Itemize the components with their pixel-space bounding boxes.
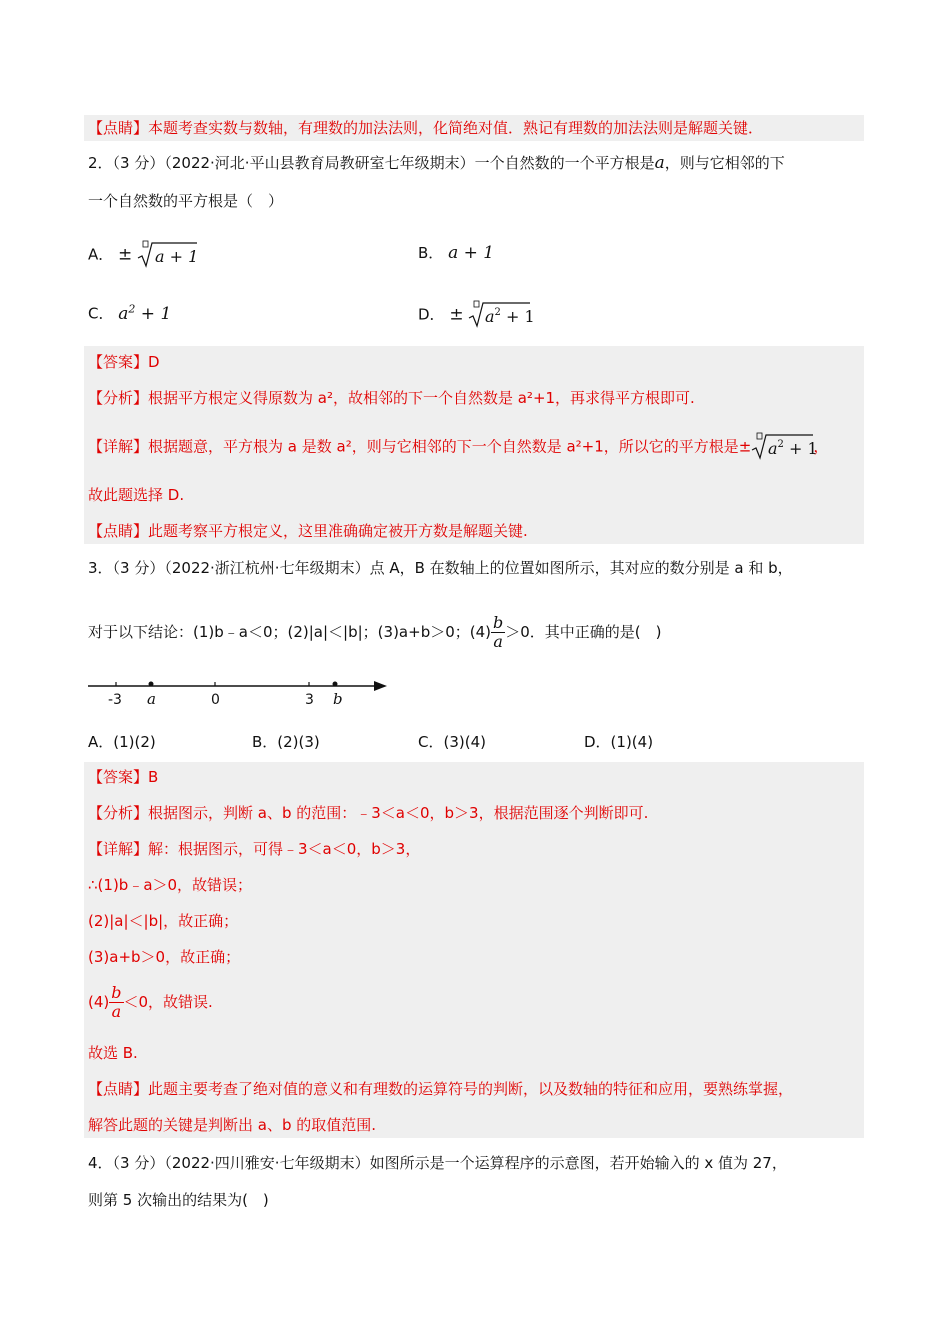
- q2-stem-a: 2．（3 分）（2022·河北·平山县教育局教研室七年级期末）一个自然数的一个平方根是: [88, 154, 655, 172]
- q2-option-d-rad-tail: + 1: [501, 307, 536, 326]
- q3-step3: (3)a+b＞0，故正确；: [88, 948, 241, 966]
- q2-option-a-radical: [137, 240, 197, 270]
- q2-option-a-radicand: a + 1: [155, 247, 199, 266]
- q2-detail-end: ，: [813, 437, 829, 456]
- q3-step1: ∴(1)b﹣a＞0，故错误；: [88, 876, 253, 894]
- q2-option-c-tail: + 1: [135, 303, 172, 324]
- q2-detail-text: 【详解】根据题意，平方根为 a 是数 a²，则与它相邻的下一个自然数是 a²+1，所以它的平方根是: [88, 437, 739, 456]
- q3-step4: [88, 982, 213, 1022]
- q3-option-b[interactable]: B．(2)(3): [252, 733, 320, 751]
- q2-option-b[interactable]: [418, 242, 494, 263]
- q2-detail-line2: 故此题选择 D.: [88, 486, 185, 504]
- q3-option-a[interactable]: A．(1)(2): [88, 733, 156, 751]
- q2-dianjing: 【点睛】此题考察平方根定义，这里准确确定被开方数是解题关键.: [88, 522, 528, 540]
- q2-stem-var: a: [654, 153, 665, 173]
- q3-answer: 【答案】B: [88, 768, 159, 786]
- point-a: [149, 682, 154, 687]
- number-line-arrow: [374, 681, 387, 691]
- q3-step4-fraction: [109, 984, 123, 1021]
- svg-text:a2 + 1: [485, 307, 535, 326]
- q3-step4-num: b: [111, 983, 122, 1002]
- q3-stem-line2: [88, 612, 662, 652]
- q3-analysis: 【分析】根据图示，判断 a、b 的范围：﹣3＜a＜0，b＞3，根据范围逐个判断即可.: [88, 804, 649, 822]
- q3-detail: 【详解】解：根据图示，可得﹣3＜a＜0，b＞3，: [88, 840, 421, 858]
- q2-stem-line1: [88, 152, 785, 174]
- tick-label-neg3: -3: [108, 692, 122, 708]
- q2-analysis: 【分析】根据平方根定义得原数为 a²，故相邻的下一个自然数是 a²+1，再求得平方根即可.: [88, 389, 695, 407]
- q2-option-b-label: B．: [418, 244, 444, 262]
- q3-frac-den: a: [493, 632, 503, 651]
- q3-stem-fraction: [491, 614, 505, 651]
- q2-option-a-label: A．: [88, 245, 114, 264]
- q2-option-c-expr: [118, 304, 171, 324]
- q2-detail-line1: [88, 432, 828, 462]
- q2-option-d-rad-base: a: [485, 307, 495, 326]
- q3-dianjing-1: 【点睛】此题主要考查了绝对值的意义和有理数的运算符号的判断，以及数轴的特征和应用，要熟练掌握，: [88, 1080, 794, 1098]
- q2-detail-rad-exp: 2: [777, 439, 785, 450]
- q2-option-c-label: C．: [88, 304, 114, 323]
- q3-option-c[interactable]: C．(3)(4): [418, 733, 486, 751]
- q3-step4-a: (4): [88, 993, 110, 1011]
- q2-detail-radical: [751, 432, 819, 462]
- q2-option-d-pm: ±: [449, 304, 464, 325]
- q3-stem-line1: 3．（3 分）（2022·浙江杭州·七年级期末）点 A，B 在数轴上的位置如图所示，其对应的数分别是 a 和 b，: [88, 559, 793, 577]
- q3-dianjing-2: 解答此题的关键是判断出 a、b 的取值范围.: [88, 1116, 377, 1134]
- tick-label-b: b: [333, 690, 343, 708]
- q2-option-d-rad-exp: 2: [494, 307, 502, 318]
- point-b: [333, 682, 338, 687]
- q3-step2: (2)|a|＜|b|，故正确；: [88, 912, 239, 930]
- q2-option-c[interactable]: [88, 302, 171, 324]
- q4-stem-line1: 4．（3 分）（2022·四川雅安·七年级期末）如图所示是一个运算程序的示意图，若开始输入的 x 值为 27，: [88, 1154, 787, 1172]
- tick-label-a: a: [147, 690, 156, 708]
- tick-label-three: 3: [305, 692, 314, 708]
- tick-label-zero: 0: [211, 692, 220, 708]
- q2-option-d-label: D．: [418, 305, 445, 324]
- q2-stem-b: ，则与它相邻的下: [664, 154, 785, 172]
- svg-text:a2 + 1: [768, 439, 818, 458]
- q3-number-line: [85, 670, 395, 714]
- q4-stem-line2: 则第 5 次输出的结果为( ): [88, 1191, 269, 1209]
- q2-option-a-pm: ±: [118, 244, 133, 265]
- q3-option-d[interactable]: D．(1)(4): [584, 733, 654, 751]
- q2-option-d[interactable]: [418, 300, 536, 330]
- q2-option-c-base: a: [118, 303, 129, 324]
- q2-detail-rad-base: a: [768, 439, 778, 458]
- q3-stem-b: ＞0．其中正确的是( ): [505, 623, 662, 641]
- q1-dianjing: 【点睛】本题考查实数与数轴，有理数的加法法则，化简绝对值．熟记有理数的加法法则是解题关键．: [88, 119, 764, 137]
- q3-step4-den: a: [111, 1002, 122, 1021]
- q3-step4-b: ＜0，故错误.: [123, 993, 213, 1011]
- q2-stem-line2: 一个自然数的平方根是（ ）: [88, 192, 284, 210]
- q3-frac-num: b: [493, 613, 504, 632]
- q2-detail-rad-tail: + 1: [784, 439, 819, 458]
- q2-option-a[interactable]: [88, 240, 197, 270]
- q2-option-c-exp: 2: [128, 302, 136, 315]
- q2-option-b-expr: a + 1: [448, 243, 495, 263]
- q2-detail-pm: ±: [738, 437, 752, 456]
- q2-answer: 【答案】D: [88, 353, 160, 371]
- q2-option-d-radical: [468, 300, 536, 330]
- q3-choose: 故选 B.: [88, 1044, 138, 1062]
- q3-stem-a: 对于以下结论：(1)b﹣a＜0；(2)|a|＜|b|；(3)a+b＞0；(4): [88, 623, 492, 641]
